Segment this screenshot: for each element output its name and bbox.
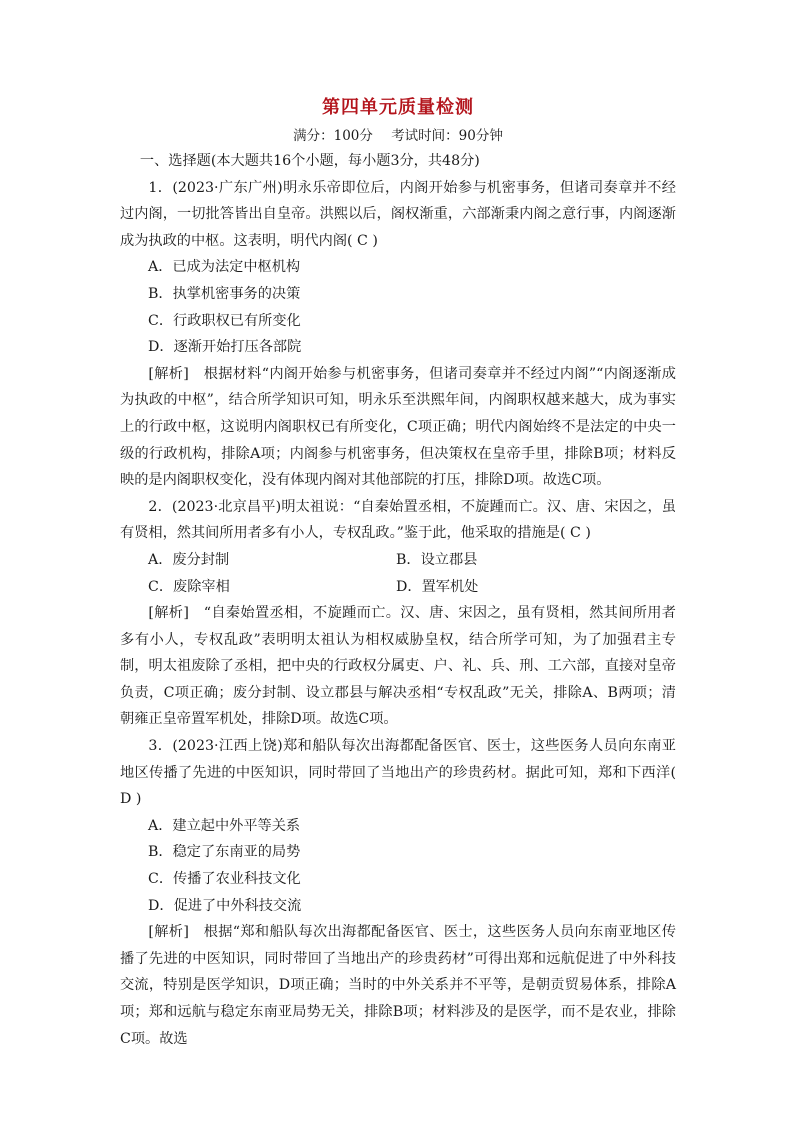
option-c: C．传播了农业科技文化: [148, 871, 301, 888]
option-row: [120, 547, 676, 574]
question-stem: 2．(2023·北京昌平)明太祖说：“自秦始置丞相，不旋踵而亡。汉、唐、宋因之，虽有贤相，然其间所用者多有小人，专权乱政。”鉴于此，他采取的措施是( C ): [120, 498, 676, 542]
option-a: A．已成为法定中枢机构: [148, 259, 301, 276]
exam-time-label: 考试时间：90分钟: [391, 128, 503, 144]
option-d: D．促进了中外科技交流: [148, 897, 302, 914]
option-b: B．设立郡县: [396, 551, 478, 568]
question-stem: 1．(2023·广东广州)明永乐帝即位后，内阁开始参与机密事务，但诸司奏章并不经过内阁，一切批答皆出自皇帝。洪熙以后，阁权渐重，六部渐秉内阁之意行事，内阁逐渐成为执政的中枢。这表明，明代内阁( C ): [120, 179, 676, 249]
question-analysis: [解析] 根据“郑和船队每次出海都配备医官、医士，这些医务人员向东南亚地区传播了先进的中医知识，同时带回了当地出产的珍贵药材”可得出郑和远航促进了中外科技交流，特别是医学知识，D项正确；当时的中外关系并不平等，是朝贡贸易体系，排除A项；郑和远航与稳定东南亚局势无关，排除B项；材料涉及的是医学，而不是农业，排除C项。故选: [120, 924, 676, 1047]
question-2: [120, 494, 676, 733]
option-row: [120, 574, 676, 601]
option-d: D．逐渐开始打压各部院: [148, 339, 302, 356]
question-stem: 3．(2023·江西上饶)郑和船队每次出海都配备医官、医士，这些医务人员向东南亚地区传播了先进的中医知识，同时带回了当地出产的珍贵药材。据此可知，郑和下西洋( D ): [120, 738, 676, 808]
option-a: A．废分封制: [148, 551, 230, 568]
exam-meta: [120, 126, 676, 146]
option-a: A．建立起中外平等关系: [148, 817, 301, 834]
document-page: [120, 96, 676, 1052]
option-d: D．置军机处: [396, 578, 479, 595]
section-heading: 一、选择题(本大题共16个小题，每小题3分，共48分): [139, 153, 480, 169]
option-b: B．执掌机密事务的决策: [148, 285, 301, 302]
option-c: C．行政职权已有所变化: [148, 312, 301, 329]
question-analysis: [解析] “自秦始置丞相，不旋踵而亡。汉、唐、宋因之，虽有贤相，然其间所用者多有小人，专权乱政”表明明太祖认为相权威胁皇权，结合所学可知，为了加强君主专制，明太祖废除了丞相，把中央的行政权分属吏、户、礼、兵、刑、工六部，直接对皇帝负责，C项正确；废分封制、设立郡县与解决丞相“专权乱政”无关，排除A、B两项；清朝雍正皇帝置军机处，排除D项。故选C项。: [120, 605, 676, 728]
question-3: [120, 733, 676, 1052]
option-c: C．废除宰相: [148, 578, 230, 595]
question-analysis: [解析] 根据材料“内阁开始参与机密事务，但诸司奏章并不经过内阁”“内阁逐渐成为执政的中枢”，结合所学知识可知，明永乐至洪熙年间，内阁职权越来越大，成为事实上的行政中枢，这说明内阁职权已有所变化，C项正确；明代内阁始终不是法定的中央一级的行政机构，排除A项；内阁参与机密事务，但决策权在皇帝手里，排除B项；材料反映的是内阁职权变化，没有体现内阁对其他部院的打压，排除D项。故选C项。: [120, 365, 676, 489]
option-b: B．稳定了东南亚的局势: [148, 844, 301, 861]
question-1: [120, 175, 676, 494]
page-title: 第四单元质量检测: [322, 97, 474, 118]
full-score-label: 满分：100分: [293, 128, 373, 144]
